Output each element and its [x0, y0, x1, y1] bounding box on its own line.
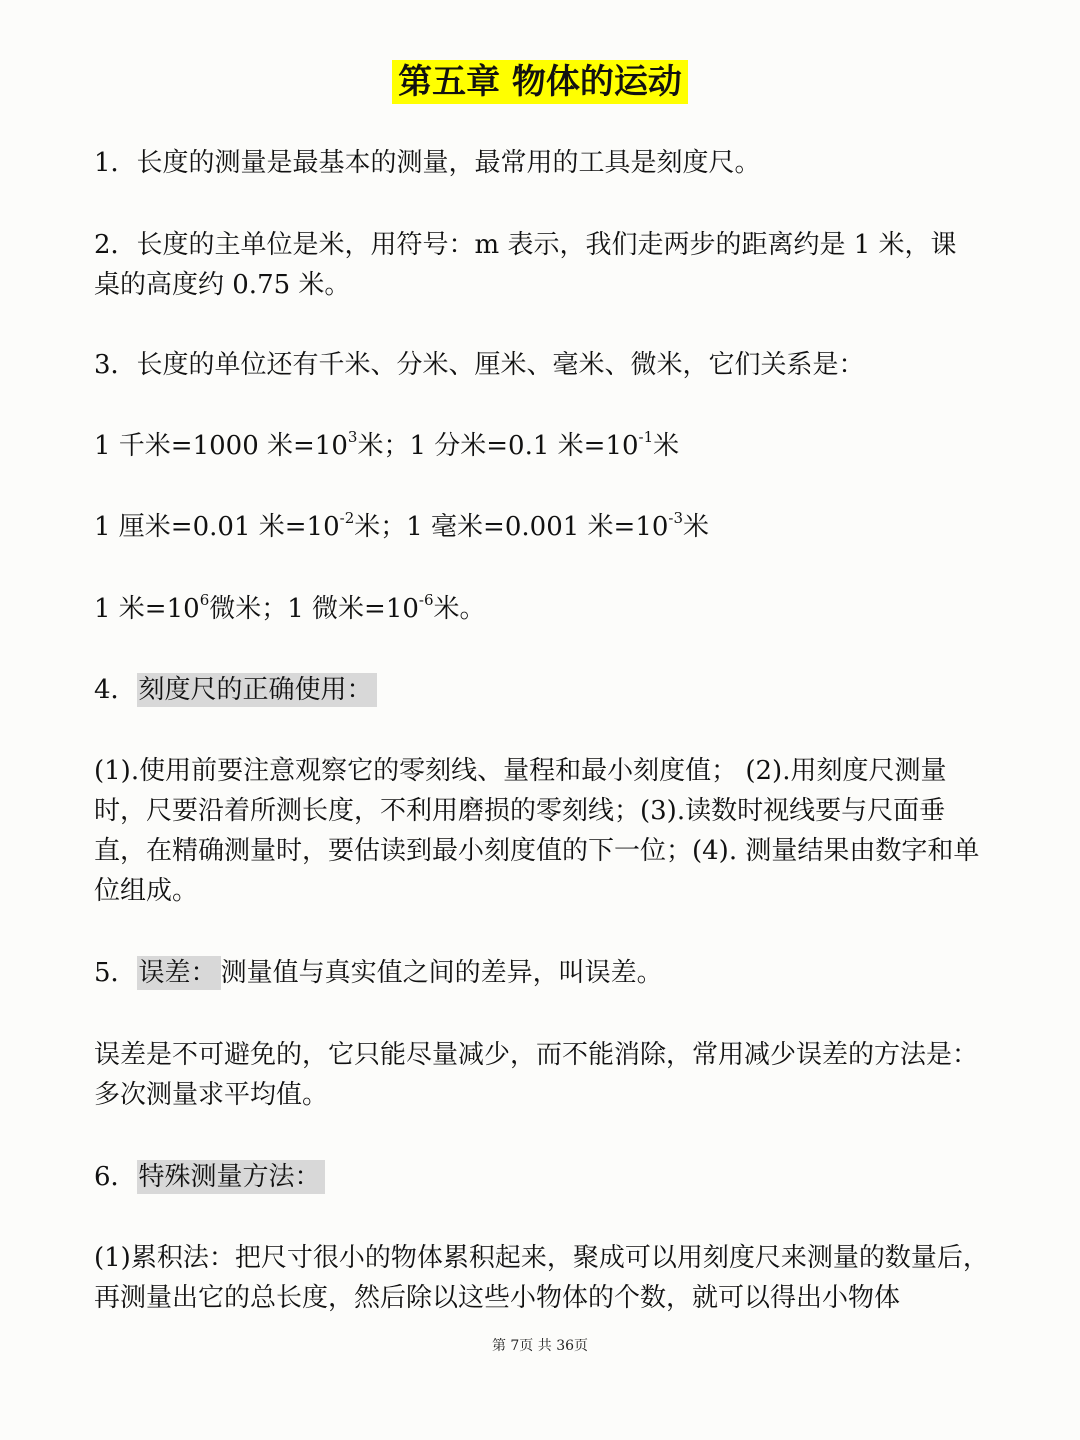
exponent: -6: [418, 591, 434, 610]
relation-text: 微米；1 微米=10: [209, 594, 419, 624]
relation-text: 1 厘米=0.01 米=10: [94, 512, 340, 542]
exponent: 6: [199, 591, 210, 610]
item-number: 4．: [94, 675, 137, 705]
exponent: -1: [638, 428, 654, 447]
relation-text: 米: [683, 512, 710, 542]
item-1: 1．长度的测量是最基本的测量，最常用的工具是刻度尺。: [94, 148, 761, 178]
item-number: 6．: [94, 1162, 137, 1192]
exponent: 3: [347, 428, 358, 447]
relation-text: 米；1 毫米=0.001 米=10: [354, 512, 669, 542]
item-6: [94, 1157, 994, 1197]
page-footer: 第 7页 共 36页: [491, 1338, 589, 1354]
relation-text: 米；1 分米=0.1 米=10: [357, 431, 639, 461]
section-heading: 特殊测量方法：: [137, 1160, 325, 1194]
relation-text: 1 米=10: [94, 594, 200, 624]
item-2-line-2: 桌的高度约 0.75 米。: [94, 270, 351, 300]
exponent: -3: [668, 509, 684, 528]
item-3: 3．长度的单位还有千米、分米、厘米、毫米、微米，它们关系是：: [94, 350, 865, 380]
chapter-title-wrap: [0, 60, 1080, 104]
relation-cm-mm: [94, 507, 994, 547]
relation-m-um: [94, 589, 994, 629]
relation-text: 米: [653, 431, 680, 461]
error-note: 误差是不可避免的，它只能尽量减少，而不能消除，常用减少误差的方法是：多次测量求平均值。: [94, 1040, 979, 1110]
section-heading: 误差：: [137, 956, 221, 990]
relation-text: 米。: [433, 594, 486, 624]
item-5-text: 测量值与真实值之间的差异，叫误差。: [220, 958, 663, 988]
relation-km-dm: [94, 426, 994, 466]
item-4-body: (1).使用前要注意观察它的零刻线、量程和最小刻度值； (2).用刻度尺测量时，尺要沿着所测长度，不利用磨损的零刻线；(3).读数时视线要与尺面垂直，在精确测量时，要估读到最小刻度值的下一位；(4). 测量结果由数字和单位组成。: [94, 756, 980, 906]
section-heading: 刻度尺的正确使用：: [137, 673, 377, 707]
relation-text: 1 千米=1000 米=10: [94, 431, 348, 461]
method-1: (1)累积法：把尺寸很小的物体累积起来，聚成可以用刻度尺来测量的数量后，再测量出它的总长度，然后除以这些小物体的个数，就可以得出小物体: [94, 1243, 989, 1313]
item-5: [94, 953, 994, 993]
exponent: -2: [339, 509, 355, 528]
chapter-title: 第五章 物体的运动: [392, 60, 688, 104]
item-number: 5．: [94, 958, 137, 988]
item-4: [94, 670, 994, 710]
item-2-line-1: 2．长度的主单位是米，用符号：m 表示，我们走两步的距离约是 1 米，课: [94, 230, 957, 260]
